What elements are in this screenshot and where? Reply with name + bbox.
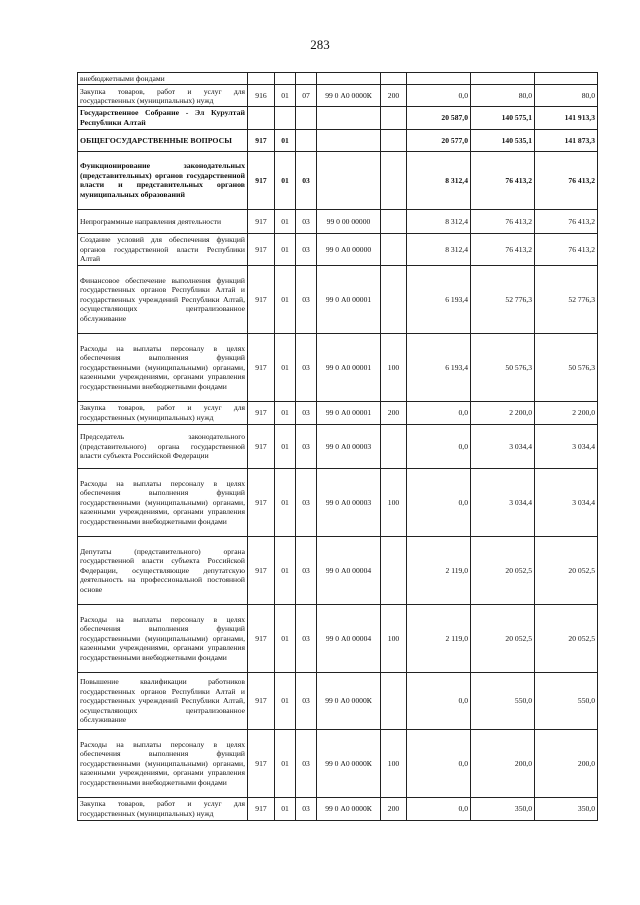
ministry-code-cell: 917 — [248, 209, 275, 233]
target-article-cell: 99 0 А0 00003 — [317, 468, 381, 536]
amount-cell-1 — [407, 73, 471, 85]
expense-name-cell: Расходы на выплаты персоналу в целях обеспечения выполнения функций государственными (муниципальными) органами, казенными учреждениями, органами управления государственными внебюджетными фондами — [78, 333, 248, 401]
expense-type-cell — [381, 73, 407, 85]
amount-cell-2: 50 576,3 — [471, 333, 535, 401]
amount-cell-2: 80,0 — [471, 85, 535, 107]
subsection-code-cell: 03 — [296, 401, 317, 424]
subsection-code-cell: 03 — [296, 151, 317, 209]
table-row — [78, 265, 598, 333]
subsection-code-cell: 03 — [296, 424, 317, 468]
amount-cell-2: 350,0 — [471, 797, 535, 820]
section-code-cell: 01 — [275, 233, 296, 265]
expense-type-cell — [381, 209, 407, 233]
target-article-cell: 99 0 А0 00001 — [317, 401, 381, 424]
amount-cell-3: 3 034,4 — [535, 424, 598, 468]
expense-name-cell: Финансовое обеспечение выполнения функций государственных органов Республики Алтай и государственных учреждений Республики Алтай, осуществляющих централизованное обслуживание — [78, 265, 248, 333]
target-article-cell: 99 0 00 00000 — [317, 209, 381, 233]
subsection-code-cell: 03 — [296, 729, 317, 797]
ministry-code-cell: 917 — [248, 265, 275, 333]
ministry-code-cell: 917 — [248, 729, 275, 797]
table-row — [78, 672, 598, 729]
target-article-cell — [317, 151, 381, 209]
target-article-cell: 99 0 А0 00004 — [317, 536, 381, 604]
subsection-code-cell: 03 — [296, 233, 317, 265]
amount-cell-3: 20 052,5 — [535, 604, 598, 672]
subsection-code-cell — [296, 129, 317, 151]
amount-cell-3 — [535, 73, 598, 85]
amount-cell-1: 2 119,0 — [407, 536, 471, 604]
ministry-code-cell: 917 — [248, 233, 275, 265]
amount-cell-1: 8 312,4 — [407, 209, 471, 233]
ministry-code-cell: 917 — [248, 151, 275, 209]
table-row — [78, 401, 598, 424]
ministry-code-cell: 917 — [248, 129, 275, 151]
table-row — [78, 536, 598, 604]
amount-cell-2: 3 034,4 — [471, 468, 535, 536]
subsection-code-cell: 03 — [296, 468, 317, 536]
amount-cell-3: 52 776,3 — [535, 265, 598, 333]
target-article-cell: 99 0 А0 0000К — [317, 85, 381, 107]
amount-cell-1: 0,0 — [407, 729, 471, 797]
expense-type-cell: 200 — [381, 401, 407, 424]
amount-cell-1: 8 312,4 — [407, 233, 471, 265]
section-code-cell — [275, 107, 296, 129]
section-code-cell: 01 — [275, 401, 296, 424]
amount-cell-2: 20 052,5 — [471, 604, 535, 672]
subsection-code-cell — [296, 73, 317, 85]
section-code-cell: 01 — [275, 333, 296, 401]
ministry-code-cell: 917 — [248, 536, 275, 604]
expense-name-cell: Расходы на выплаты персоналу в целях обеспечения выполнения функций государственными (муниципальными) органами, казенными учреждениями, органами управления государственными внебюджетными фондами — [78, 604, 248, 672]
table-row — [78, 468, 598, 536]
amount-cell-2: 20 052,5 — [471, 536, 535, 604]
subsection-code-cell: 03 — [296, 797, 317, 820]
amount-cell-3: 80,0 — [535, 85, 598, 107]
amount-cell-3: 350,0 — [535, 797, 598, 820]
expense-type-cell: 100 — [381, 729, 407, 797]
section-code-cell: 01 — [275, 536, 296, 604]
expense-name-cell: ОБЩЕГОСУДАРСТВЕННЫЕ ВОПРОСЫ — [78, 129, 248, 151]
expense-type-cell — [381, 107, 407, 129]
expense-type-cell — [381, 672, 407, 729]
expense-type-cell — [381, 424, 407, 468]
table-row — [78, 233, 598, 265]
amount-cell-3: 20 052,5 — [535, 536, 598, 604]
amount-cell-1: 20 577,0 — [407, 129, 471, 151]
table-row — [78, 129, 598, 151]
ministry-code-cell — [248, 107, 275, 129]
table-row — [78, 729, 598, 797]
amount-cell-2: 52 776,3 — [471, 265, 535, 333]
expense-name-cell: Функционирование законодательных (представительных) органов государственной власти и представительных органов муниципальных образований — [78, 151, 248, 209]
ministry-code-cell: 917 — [248, 333, 275, 401]
expense-name-cell: внебюджетными фондами — [78, 73, 248, 85]
target-article-cell: 99 0 А0 0000К — [317, 729, 381, 797]
section-code-cell: 01 — [275, 209, 296, 233]
amount-cell-3: 141 873,3 — [535, 129, 598, 151]
expense-name-cell: Депутаты (представительного) органа государственной власти субъекта Российской Федерации, осуществляющие депутатскую деятельность на профессиональной постоянной основе — [78, 536, 248, 604]
page-number: 283 — [310, 37, 330, 52]
subsection-code-cell: 03 — [296, 265, 317, 333]
table-row — [78, 604, 598, 672]
amount-cell-2: 140 535,1 — [471, 129, 535, 151]
expense-name-cell: Расходы на выплаты персоналу в целях обеспечения выполнения функций государственными (муниципальными) органами, казенными учреждениями, органами управления государственными внебюджетными фондами — [78, 468, 248, 536]
ministry-code-cell: 917 — [248, 401, 275, 424]
expense-name-cell: Непрограммные направления деятельности — [78, 209, 248, 233]
target-article-cell: 99 0 А0 00003 — [317, 424, 381, 468]
amount-cell-3: 2 200,0 — [535, 401, 598, 424]
expense-type-cell: 100 — [381, 333, 407, 401]
expense-name-cell: Председатель законодательного (представительного) органа государственной власти субъекта Российской Федерации — [78, 424, 248, 468]
amount-cell-1: 0,0 — [407, 468, 471, 536]
expense-type-cell: 200 — [381, 85, 407, 107]
subsection-code-cell — [296, 107, 317, 129]
expense-type-cell — [381, 536, 407, 604]
table-row — [78, 85, 598, 107]
amount-cell-1: 0,0 — [407, 85, 471, 107]
ministry-code-cell: 916 — [248, 85, 275, 107]
amount-cell-1: 6 193,4 — [407, 265, 471, 333]
target-article-cell: 99 0 А0 00001 — [317, 265, 381, 333]
ministry-code-cell: 917 — [248, 672, 275, 729]
amount-cell-1: 20 587,0 — [407, 107, 471, 129]
ministry-code-cell: 917 — [248, 604, 275, 672]
amount-cell-3: 76 413,2 — [535, 151, 598, 209]
expense-name-cell: Государственное Собрание - Эл Курултай Республики Алтай — [78, 107, 248, 129]
target-article-cell: 99 0 А0 0000К — [317, 797, 381, 820]
amount-cell-2: 200,0 — [471, 729, 535, 797]
ministry-code-cell: 917 — [248, 424, 275, 468]
amount-cell-1: 8 312,4 — [407, 151, 471, 209]
target-article-cell: 99 0 А0 00001 — [317, 333, 381, 401]
target-article-cell: 99 0 А0 00004 — [317, 604, 381, 672]
section-code-cell: 01 — [275, 672, 296, 729]
expense-type-cell — [381, 233, 407, 265]
section-code-cell: 01 — [275, 729, 296, 797]
expense-type-cell — [381, 129, 407, 151]
target-article-cell: 99 0 А0 00000 — [317, 233, 381, 265]
amount-cell-1: 0,0 — [407, 424, 471, 468]
amount-cell-3: 3 034,4 — [535, 468, 598, 536]
section-code-cell: 01 — [275, 424, 296, 468]
amount-cell-1: 0,0 — [407, 672, 471, 729]
amount-cell-2: 3 034,4 — [471, 424, 535, 468]
amount-cell-3: 76 413,2 — [535, 209, 598, 233]
table-body — [78, 73, 598, 821]
section-code-cell: 01 — [275, 129, 296, 151]
table-row — [78, 151, 598, 209]
amount-cell-2 — [471, 73, 535, 85]
expense-name-cell: Закупка товаров, работ и услуг для государственных (муниципальных) нужд — [78, 797, 248, 820]
section-code-cell: 01 — [275, 797, 296, 820]
section-code-cell: 01 — [275, 468, 296, 536]
expense-name-cell: Повышение квалификации работников государственных органов Республики Алтай и государственных учреждений Республики Алтай, осуществляющих централизованное обслуживание — [78, 672, 248, 729]
table-row — [78, 424, 598, 468]
budget-table — [77, 72, 598, 821]
amount-cell-3: 200,0 — [535, 729, 598, 797]
amount-cell-1: 0,0 — [407, 797, 471, 820]
amount-cell-1: 2 119,0 — [407, 604, 471, 672]
section-code-cell: 01 — [275, 85, 296, 107]
table-row — [78, 333, 598, 401]
amount-cell-3: 50 576,3 — [535, 333, 598, 401]
target-article-cell — [317, 107, 381, 129]
subsection-code-cell: 03 — [296, 672, 317, 729]
expense-name-cell: Расходы на выплаты персоналу в целях обеспечения выполнения функций государственными (муниципальными) органами, казенными учреждениями, органами управления государственными внебюджетными фондами — [78, 729, 248, 797]
expense-name-cell: Создание условий для обеспечения функций органов государственной власти Республики Алтай — [78, 233, 248, 265]
amount-cell-3: 550,0 — [535, 672, 598, 729]
subsection-code-cell: 03 — [296, 209, 317, 233]
expense-type-cell: 100 — [381, 468, 407, 536]
table-row — [78, 73, 598, 85]
target-article-cell — [317, 129, 381, 151]
subsection-code-cell: 03 — [296, 536, 317, 604]
expense-name-cell: Закупка товаров, работ и услуг для государственных (муниципальных) нужд — [78, 85, 248, 107]
amount-cell-1: 0,0 — [407, 401, 471, 424]
amount-cell-2: 2 200,0 — [471, 401, 535, 424]
expense-type-cell — [381, 151, 407, 209]
table-row — [78, 209, 598, 233]
table-row — [78, 797, 598, 820]
amount-cell-2: 140 575,1 — [471, 107, 535, 129]
ministry-code-cell — [248, 73, 275, 85]
amount-cell-2: 550,0 — [471, 672, 535, 729]
amount-cell-1: 6 193,4 — [407, 333, 471, 401]
section-code-cell: 01 — [275, 265, 296, 333]
ministry-code-cell: 917 — [248, 468, 275, 536]
subsection-code-cell: 03 — [296, 333, 317, 401]
ministry-code-cell: 917 — [248, 797, 275, 820]
section-code-cell — [275, 73, 296, 85]
amount-cell-2: 76 413,2 — [471, 209, 535, 233]
amount-cell-2: 76 413,2 — [471, 151, 535, 209]
expense-type-cell: 200 — [381, 797, 407, 820]
section-code-cell: 01 — [275, 151, 296, 209]
expense-type-cell — [381, 265, 407, 333]
subsection-code-cell: 07 — [296, 85, 317, 107]
subsection-code-cell: 03 — [296, 604, 317, 672]
section-code-cell: 01 — [275, 604, 296, 672]
target-article-cell: 99 0 А0 0000К — [317, 672, 381, 729]
table-row — [78, 107, 598, 129]
expense-type-cell: 100 — [381, 604, 407, 672]
amount-cell-3: 141 913,3 — [535, 107, 598, 129]
amount-cell-2: 76 413,2 — [471, 233, 535, 265]
amount-cell-3: 76 413,2 — [535, 233, 598, 265]
target-article-cell — [317, 73, 381, 85]
expense-name-cell: Закупка товаров, работ и услуг для государственных (муниципальных) нужд — [78, 401, 248, 424]
